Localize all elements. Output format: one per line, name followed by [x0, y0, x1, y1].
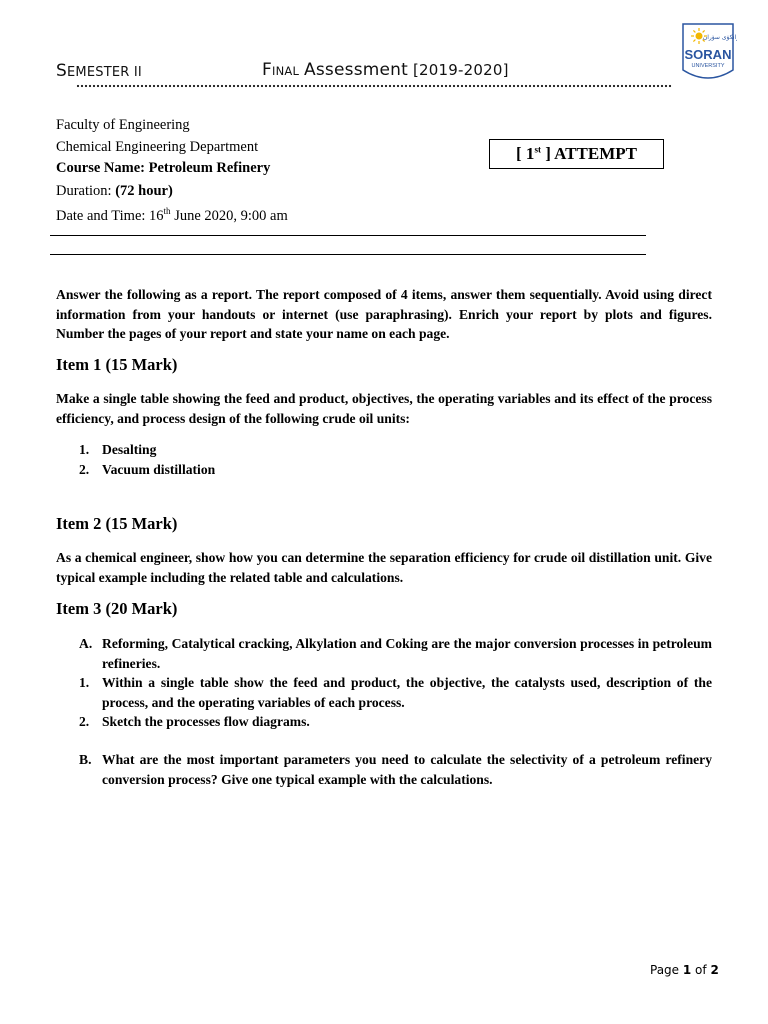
page-word: Page — [650, 963, 683, 977]
list-number: B. — [79, 752, 92, 767]
list-item — [79, 750, 712, 789]
divider-line-2 — [50, 254, 646, 255]
department: Chemical Engineering Department — [56, 138, 259, 155]
item1-list — [79, 440, 709, 479]
attempt-open: [ 1 — [516, 144, 535, 163]
course-info — [56, 115, 270, 180]
item3-list — [79, 634, 712, 732]
faculty: Faculty of Engineering — [56, 117, 190, 133]
item3-part-b — [79, 750, 712, 789]
list-number: A. — [79, 636, 93, 651]
date-label: Date and Time: 16 — [56, 208, 164, 224]
list-number: 1. — [79, 442, 90, 457]
list-number: 1. — [79, 675, 90, 690]
page-current: 1 — [682, 963, 692, 977]
list-number: 2. — [79, 461, 90, 477]
attempt-close: ] ATTEMPT — [540, 144, 637, 163]
semester-rest: EMESTER II — [67, 65, 142, 80]
list-text: Reforming, Catalytical cracking, Alkylation and Coking are the major conversion processes in petroleum refineries. — [102, 636, 712, 671]
list-item — [79, 460, 709, 480]
semester-label — [56, 61, 142, 81]
page-total: 2 — [710, 963, 719, 977]
list-text: Desalting — [102, 442, 157, 457]
list-text: Vacuum distillation — [102, 461, 216, 477]
duration — [56, 181, 173, 203]
page-number — [650, 963, 719, 977]
page-of: of — [691, 963, 711, 977]
semester-initial: S — [56, 61, 67, 81]
soran-university-logo — [679, 22, 737, 86]
logo-name: SORAN — [684, 47, 732, 62]
assessment-year: [2019-2020] — [412, 61, 509, 79]
item3-heading: Item 3 (20 Mark) — [56, 599, 178, 618]
date-time — [56, 206, 288, 228]
assessment-word: Assessment — [304, 60, 409, 80]
course-name: Course Name: Petroleum Refinery — [56, 160, 271, 176]
header-dotted-divider — [76, 84, 672, 88]
item2-text: As a chemical engineer, show how you can determine the separation efficiency for crude oil distillation unit. Give typical example including the related table and calculations. — [56, 550, 712, 585]
final-rest: INAL — [271, 64, 300, 78]
list-item — [79, 712, 712, 732]
final-initial: F — [262, 60, 272, 80]
item2-heading: Item 2 (15 Mark) — [56, 514, 178, 533]
list-text: Within a single table show the feed and product, the objective, the catalysts used, description of the process, and the operating variables of each process. — [102, 675, 712, 710]
attempt-box — [489, 139, 664, 169]
logo-arabic-text: زانکۆی سۆران — [702, 34, 737, 41]
list-text: Sketch the processes flow diagrams. — [102, 714, 310, 729]
date-rest: June 2020, 9:00 am — [170, 208, 288, 224]
item1-text: Make a single table showing the feed and product, objectives, the operating variables and its effect of the process efficiency, and process design of the following crude oil units: — [56, 391, 712, 426]
duration-value: (72 hour) — [115, 183, 173, 199]
divider-line-1 — [50, 235, 646, 236]
duration-label: Duration: — [56, 183, 116, 199]
list-item — [79, 634, 712, 673]
list-item — [79, 440, 709, 460]
date-suffix: th — [163, 206, 171, 217]
list-number: 2. — [79, 714, 90, 729]
list-text: What are the most important parameters you need to calculate the selectivity of a petroleum refinery conversion process? Give one typical example with the calculations. — [102, 752, 712, 787]
logo-subtitle: UNIVERSITY — [691, 63, 725, 69]
list-item — [79, 673, 712, 712]
assessment-title — [262, 60, 509, 80]
item1-heading: Item 1 (15 Mark) — [56, 355, 178, 374]
instructions: Answer the following as a report. The report composed of 4 items, answer them sequentially. Avoid using direct information from your handouts or internet (use paraphrasing). Enrich your report by plots and figures. Number the pages of your report and state your name on each page. — [56, 287, 712, 341]
attempt-ordinal: st — [534, 144, 541, 155]
